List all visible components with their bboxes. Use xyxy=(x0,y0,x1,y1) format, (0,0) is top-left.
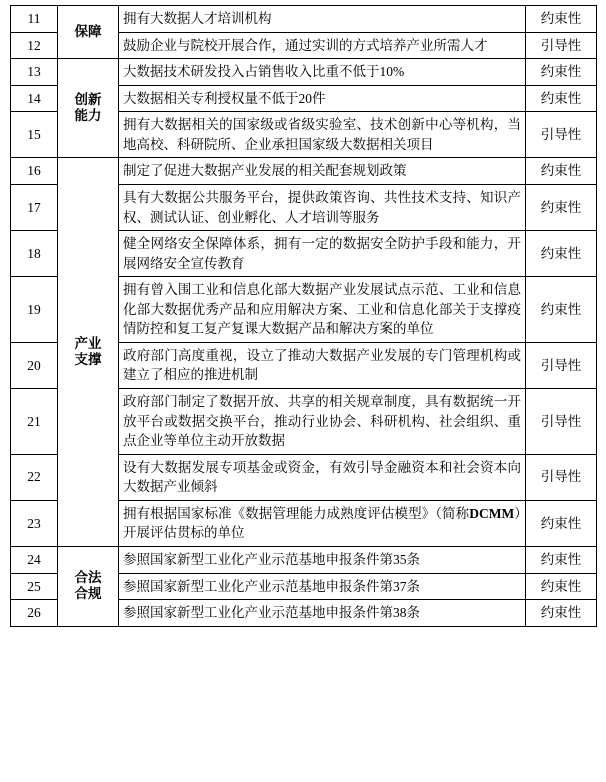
row-indicator-type: 约束性 xyxy=(526,231,597,277)
description-fragment: ）开展评估贯标的单位 xyxy=(123,505,522,541)
row-indicator-type: 约束性 xyxy=(526,573,597,600)
row-number: 16 xyxy=(11,158,58,185)
row-description: 拥有曾入围工业和信息化部大数据产业发展试点示范、工业和信息化部大数据优秀产品和应用解决方案、工业和信息化部关于支撑疫情防控和复工复产复课大数据产品和解决方案的单位 xyxy=(119,277,526,343)
row-indicator-type: 引导性 xyxy=(526,342,597,388)
row-number: 24 xyxy=(11,546,58,573)
row-indicator-type: 约束性 xyxy=(526,6,597,33)
row-description: 参照国家新型工业化产业示范基地申报条件第38条 xyxy=(119,600,526,627)
row-indicator-type: 约束性 xyxy=(526,158,597,185)
row-description: 政府部门制定了数据开放、共享的相关规章制度，具有数据统一开放平台或数据交换平台，推动行业协会、科研机构、社会组织、重点企业等单位主动开放数据 xyxy=(119,389,526,455)
row-number: 17 xyxy=(11,184,58,230)
row-number: 11 xyxy=(11,6,58,33)
row-indicator-type: 引导性 xyxy=(526,389,597,455)
row-indicator-type: 引导性 xyxy=(526,112,597,158)
row-indicator-type: 约束性 xyxy=(526,59,597,86)
row-description: 鼓励企业与院校开展合作，通过实训的方式培养产业所需人才 xyxy=(119,32,526,59)
category-line: 保障 xyxy=(74,23,102,39)
row-description: 大数据相关专利授权量不低于20件 xyxy=(119,85,526,112)
row-category xyxy=(58,59,119,158)
row-description: 设有大数据发展专项基金或资金，有效引导金融资本和社会资本向大数据产业倾斜 xyxy=(119,454,526,500)
row-number: 23 xyxy=(11,500,58,546)
row-category xyxy=(58,546,119,626)
row-description: 具有大数据公共服务平台，提供政策咨询、共性技术支持、知识产权、测试认证、创业孵化、人才培训等服务 xyxy=(119,184,526,230)
row-indicator-type: 约束性 xyxy=(526,184,597,230)
row-description: 参照国家新型工业化产业示范基地申报条件第35条 xyxy=(119,546,526,573)
row-indicator-type: 约束性 xyxy=(526,85,597,112)
row-description: 参照国家新型工业化产业示范基地申报条件第37条 xyxy=(119,573,526,600)
row-category xyxy=(58,6,119,59)
description-fragment: 拥有根据国家标准《数据管理能力成熟度评估模型》（简称 xyxy=(123,505,470,521)
description-term: DCMM xyxy=(469,505,515,521)
category-line: 合法 xyxy=(74,570,102,586)
row-number: 25 xyxy=(11,573,58,600)
row-number: 14 xyxy=(11,85,58,112)
category-line: 创新 xyxy=(74,92,102,108)
row-indicator-type: 约束性 xyxy=(526,277,597,343)
row-description: 拥有大数据人才培训机构 xyxy=(119,6,526,33)
row-number: 22 xyxy=(11,454,58,500)
table-row xyxy=(11,59,597,86)
requirements-table xyxy=(10,5,597,627)
row-number: 26 xyxy=(11,600,58,627)
table-row xyxy=(11,158,597,185)
row-number: 19 xyxy=(11,277,58,343)
category-line: 能力 xyxy=(74,108,102,124)
row-indicator-type: 引导性 xyxy=(526,32,597,59)
table-row xyxy=(11,546,597,573)
row-number: 21 xyxy=(11,389,58,455)
row-description: 拥有大数据相关的国家级或省级实验室、技术创新中心等机构，当地高校、科研院所、企业承担国家级大数据相关项目 xyxy=(119,112,526,158)
row-indicator-type: 约束性 xyxy=(526,500,597,546)
row-indicator-type: 引导性 xyxy=(526,454,597,500)
table-body xyxy=(11,6,597,627)
row-description: 健全网络安全保障体系，拥有一定的数据安全防护手段和能力，开展网络安全宣传教育 xyxy=(119,231,526,277)
category-line: 支撑 xyxy=(74,352,102,368)
row-description: 制定了促进大数据产业发展的相关配套规划政策 xyxy=(119,158,526,185)
row-number: 12 xyxy=(11,32,58,59)
row-description: 政府部门高度重视，设立了推动大数据产业发展的专门管理机构或建立了相应的推进机制 xyxy=(119,342,526,388)
row-description: 大数据技术研发投入占销售收入比重不低于10% xyxy=(119,59,526,86)
row-number: 15 xyxy=(11,112,58,158)
category-line: 合规 xyxy=(74,586,102,602)
row-indicator-type: 约束性 xyxy=(526,600,597,627)
category-line: 产业 xyxy=(74,335,102,351)
row-number: 20 xyxy=(11,342,58,388)
row-indicator-type: 约束性 xyxy=(526,546,597,573)
row-description xyxy=(119,500,526,546)
table-row xyxy=(11,6,597,33)
row-number: 18 xyxy=(11,231,58,277)
row-category xyxy=(58,158,119,547)
row-number: 13 xyxy=(11,59,58,86)
